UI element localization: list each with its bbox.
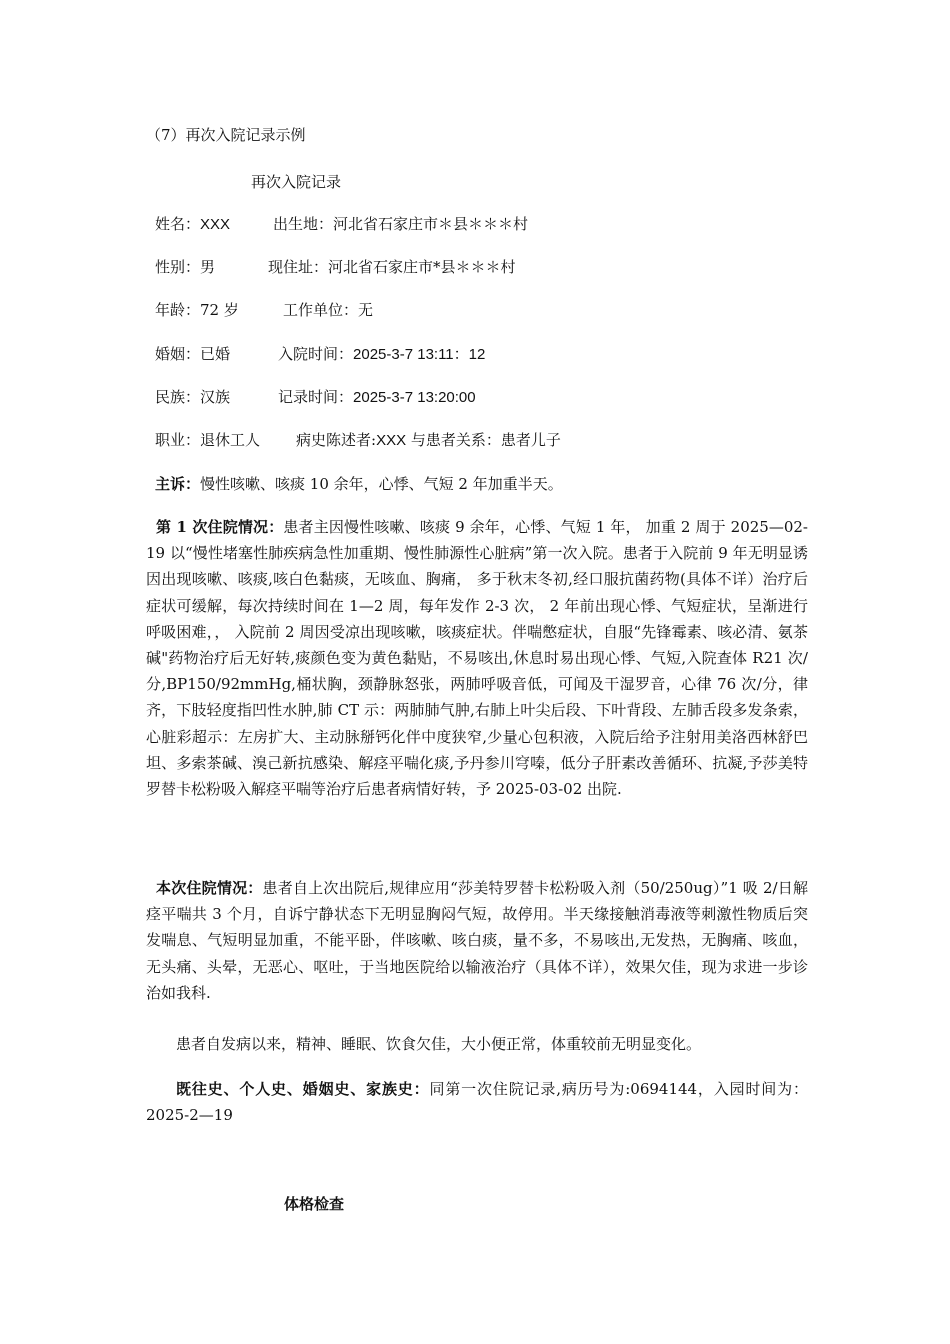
name-label: 姓名： — [155, 215, 201, 233]
admission-time-label: 入院时间： — [278, 345, 354, 363]
admission-time-row — [278, 344, 485, 365]
section-heading: （7）再次入院记录示例 — [146, 126, 306, 144]
sex-value: 男 — [200, 258, 216, 276]
patient-name-row — [155, 214, 230, 235]
record-time-label: 记录时间： — [278, 388, 354, 406]
ethnicity-row — [155, 387, 230, 407]
first-admission-text: 患者主因慢性咳嗽、咳痰 9 余年，心悸、气短 1 年， 加重 2 周于 2025—02-19 以“慢性堵塞性肺疾病急性加重期、慢性肺源性心脏病”第一次入院。患者于入院前 9 年无明显诱因出现咳嗽、咳痰,咳白色黏痰，无咳血、胸痛， 多于秋末冬初,经口服抗菌药物(具体不详）治疗后症状可缓解，每次持续时间在 1—2 周，每年发作 2-3 次， 2 年前出现心悸、气短症状，呈渐进行呼吸困难，， 入院前 2 周因受凉出现咳嗽，咳痰症状。伴喘憋症状，自服“先锋霉素、咳必清、氨茶碱"药物治疗后无好转,痰颜色变为黄色黏贴，不易咳出,休息时易出现心悸、气短,入院查体 R21 次/分,BP150/92mmHg,桶状胸，颈静脉怒张，两肺呼吸音低，可闻及干湿罗音，心律 76 次/分，律齐，下肢轻度指凹性水肿,肺 CT 示：两肺肺气肿,右肺上叶尖后段、下叶背段、左肺舌段多发条索，心脏彩超示：左房扩大、主动脉掰钙化伴中度狭窄,少量心包积液，入院后给予注射用美洛西林舒巴坦、多索茶碱、溴己新抗感染、解痉平喘化痰,予丹参川穹嗪，低分子肝素改善循环、抗凝,予莎美特罗替卡松粉吸入解痉平喘等治疗后患者病情好转，予 2025-03-02 出院. — [146, 518, 808, 799]
informant-value: XXX — [376, 432, 407, 449]
record-time-row — [278, 387, 476, 408]
ethnicity-value: 汉族 — [200, 388, 231, 406]
current-admission-label: 本次住院情况： — [156, 879, 263, 897]
sex-row — [155, 257, 215, 277]
first-admission-paragraph — [146, 514, 808, 802]
address-value: 河北省石家庄市*县＊＊＊村 — [328, 258, 516, 276]
workplace-label: 工作单位： — [283, 301, 359, 319]
current-admission-text: 患者自上次出院后,规律应用“莎美特罗替卡松粉吸入剂（50/250ug）”1 吸 2/日解痉平喘共 3 个月，自诉宁静状态下无明显胸闷气短，故停用。半天缘接触消毒液等刺激性物质后突发喘息、气短明显加重，不能平卧，伴咳嗽、咳白痰，量不多，不易咳出,无发热，无胸痛、咳血，无头痛、头晕，无恶心、呕吐，于当地医院给以输液治疗（具体不详），效果欠佳，现为求进一步诊治如我科. — [146, 879, 808, 1002]
admission-time-value: 2025-3-7 13:11：12 — [353, 346, 486, 363]
age-row — [155, 300, 239, 320]
physical-exam-heading: 体格检查 — [284, 1195, 345, 1213]
address-row — [268, 257, 516, 277]
name-value: XXX — [200, 216, 231, 233]
address-label: 现住址： — [268, 258, 329, 276]
birthplace-label: 出生地： — [273, 215, 334, 233]
sex-label: 性别： — [155, 258, 201, 276]
chief-complaint — [155, 474, 563, 494]
workplace-value: 无 — [358, 301, 374, 319]
occupation-value: 退休工人 — [200, 431, 261, 449]
age-value: 72 岁 — [200, 301, 239, 319]
past-history-paragraph — [146, 1076, 808, 1128]
relation-label: 与患者关系： — [410, 431, 501, 449]
informant-row — [296, 430, 561, 451]
record-time-value: 2025-3-7 13:20:00 — [353, 389, 476, 406]
past-history-text: 同第一次住院记录,病历号为:0694144，入园时间为：2025-2—19 — [146, 1080, 808, 1125]
workplace-row — [283, 300, 373, 320]
informant-label: 病史陈述者: — [296, 431, 377, 449]
occupation-label: 职业： — [155, 431, 201, 449]
current-admission-paragraph — [146, 875, 808, 1006]
age-label: 年龄： — [155, 301, 201, 319]
relation-value: 患者儿子 — [500, 431, 561, 449]
marriage-value: 已婚 — [200, 345, 231, 363]
birthplace-value: 河北省石家庄市＊县＊＊＊村 — [333, 215, 529, 233]
marriage-row — [155, 344, 230, 364]
first-admission-label: 第 1 次住院情况： — [156, 518, 284, 536]
occupation-row — [155, 430, 260, 450]
ethnicity-label: 民族： — [155, 388, 201, 406]
record-title: 再次入院记录 — [251, 173, 342, 191]
past-history-label: 既往史、个人史、婚姻史、家族史： — [176, 1080, 430, 1098]
birthplace-row — [273, 214, 528, 234]
chief-complaint-label: 主诉： — [155, 475, 201, 493]
marriage-label: 婚姻： — [155, 345, 201, 363]
general-condition: 患者自发病以来，精神、睡眠、饮食欠佳，大小便正常，体重较前无明显变化。 — [176, 1035, 702, 1053]
chief-complaint-text: 慢性咳嗽、咳痰 10 余年，心悸、气短 2 年加重半天。 — [200, 475, 563, 493]
